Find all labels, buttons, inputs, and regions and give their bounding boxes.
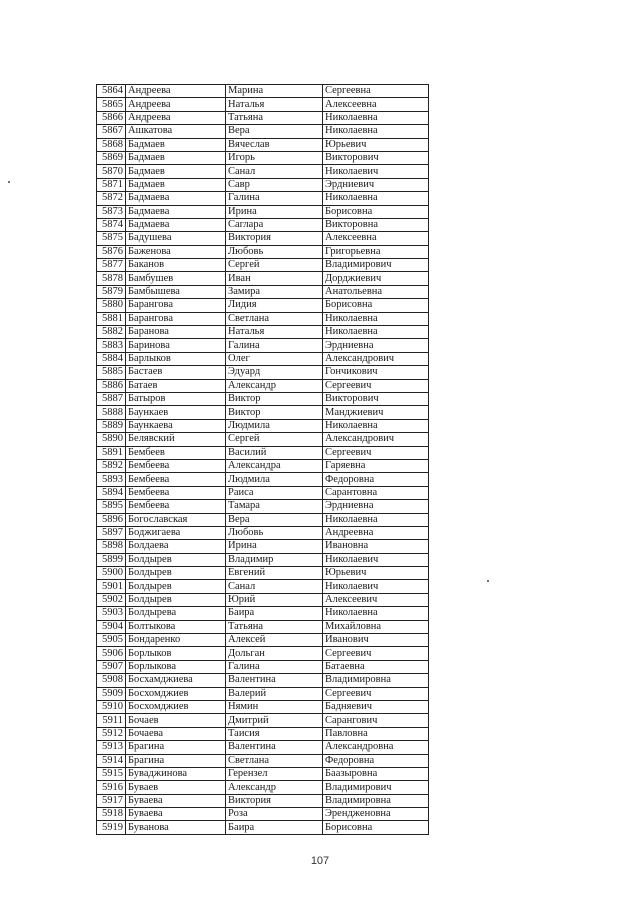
record-number: 5911 [97, 714, 126, 727]
table-row [97, 754, 429, 767]
table-row [97, 285, 429, 298]
first-name-cell: Виктория [226, 794, 323, 807]
surname-cell: Босхомджиев [126, 687, 226, 700]
patronymic-cell: Николаевна [323, 607, 429, 620]
record-number: 5901 [97, 580, 126, 593]
record-number: 5913 [97, 741, 126, 754]
table-row [97, 192, 429, 205]
table-row [97, 232, 429, 245]
patronymic-cell: Гончикович [323, 366, 429, 379]
surname-cell: Боджигаева [126, 526, 226, 539]
surname-cell: Болдырев [126, 580, 226, 593]
patronymic-cell: Сергеевич [323, 647, 429, 660]
record-number: 5871 [97, 178, 126, 191]
surname-cell: Бадмаева [126, 192, 226, 205]
table-row [97, 607, 429, 620]
table-row [97, 794, 429, 807]
patronymic-cell: Григорьевна [323, 245, 429, 258]
surname-cell: Бадушева [126, 232, 226, 245]
first-name-cell: Дольган [226, 647, 323, 660]
record-number: 5916 [97, 781, 126, 794]
surname-cell: Андреева [126, 98, 226, 111]
first-name-cell: Любовь [226, 245, 323, 258]
surname-cell: Брагина [126, 754, 226, 767]
table-row [97, 674, 429, 687]
surname-cell: Батаев [126, 379, 226, 392]
first-name-cell: Наталья [226, 98, 323, 111]
first-name-cell: Людмила [226, 419, 323, 432]
record-number: 5908 [97, 674, 126, 687]
scan-speck [487, 580, 489, 582]
first-name-cell: Тамара [226, 500, 323, 513]
table-row [97, 138, 429, 151]
first-name-cell: Дмитрий [226, 714, 323, 727]
surname-cell: Белявский [126, 433, 226, 446]
surname-cell: Бадмаев [126, 151, 226, 164]
record-number: 5919 [97, 821, 126, 834]
patronymic-cell: Николаевич [323, 553, 429, 566]
first-name-cell: Алексей [226, 634, 323, 647]
patronymic-cell: Федоровна [323, 473, 429, 486]
record-number: 5877 [97, 259, 126, 272]
table-row [97, 111, 429, 124]
first-name-cell: Марина [226, 85, 323, 98]
patronymic-cell: Баазыровна [323, 767, 429, 780]
table-row [97, 500, 429, 513]
patronymic-cell: Андреевна [323, 526, 429, 539]
record-number: 5909 [97, 687, 126, 700]
record-number: 5890 [97, 433, 126, 446]
first-name-cell: Ирина [226, 540, 323, 553]
surname-cell: Буваев [126, 781, 226, 794]
first-name-cell: Валентина [226, 741, 323, 754]
first-name-cell: Галина [226, 339, 323, 352]
record-number: 5865 [97, 98, 126, 111]
surname-cell: Бадмаев [126, 138, 226, 151]
record-number: 5872 [97, 192, 126, 205]
record-number: 5874 [97, 218, 126, 231]
patronymic-cell: Сарангович [323, 714, 429, 727]
record-number: 5879 [97, 285, 126, 298]
table-row [97, 259, 429, 272]
record-number: 5904 [97, 620, 126, 633]
table-row [97, 580, 429, 593]
table-row [97, 299, 429, 312]
first-name-cell: Татьяна [226, 111, 323, 124]
table-row [97, 178, 429, 191]
record-number: 5876 [97, 245, 126, 258]
patronymic-cell: Федоровна [323, 754, 429, 767]
surname-cell: Брагина [126, 741, 226, 754]
patronymic-cell: Гаряевна [323, 459, 429, 472]
record-number: 5892 [97, 459, 126, 472]
table-row [97, 620, 429, 633]
first-name-cell: Юрий [226, 593, 323, 606]
patronymic-cell: Дорджиевич [323, 272, 429, 285]
patronymic-cell: Эрдниевна [323, 500, 429, 513]
surname-cell: Бадмаева [126, 218, 226, 231]
patronymic-cell: Николаевна [323, 326, 429, 339]
patronymic-cell: Владимирович [323, 781, 429, 794]
surname-cell: Баженова [126, 245, 226, 258]
table-row [97, 741, 429, 754]
surname-cell: Босхомджиев [126, 700, 226, 713]
table-row [97, 326, 429, 339]
first-name-cell: Герензел [226, 767, 323, 780]
surname-cell: Андреева [126, 111, 226, 124]
surname-cell: Андреева [126, 85, 226, 98]
record-number: 5885 [97, 366, 126, 379]
table-row [97, 513, 429, 526]
patronymic-cell: Юрьевич [323, 138, 429, 151]
surname-cell: Барлыков [126, 352, 226, 365]
patronymic-cell: Сергеевна [323, 85, 429, 98]
first-name-cell: Эдуард [226, 366, 323, 379]
first-name-cell: Сергей [226, 433, 323, 446]
table-row [97, 165, 429, 178]
patronymic-cell: Манджиевич [323, 406, 429, 419]
surname-cell: Болдырев [126, 553, 226, 566]
first-name-cell: Олег [226, 352, 323, 365]
surname-cell: Баринова [126, 339, 226, 352]
first-name-cell: Санал [226, 580, 323, 593]
record-number: 5881 [97, 312, 126, 325]
table-row [97, 433, 429, 446]
record-number: 5866 [97, 111, 126, 124]
table-row [97, 767, 429, 780]
table-row [97, 553, 429, 566]
record-number: 5880 [97, 299, 126, 312]
first-name-cell: Любовь [226, 526, 323, 539]
surname-cell: Бочаев [126, 714, 226, 727]
first-name-cell: Александра [226, 459, 323, 472]
patronymic-cell: Николаевна [323, 111, 429, 124]
first-name-cell: Баира [226, 821, 323, 834]
table-row [97, 781, 429, 794]
name-table-body [97, 85, 429, 835]
record-number: 5912 [97, 727, 126, 740]
table-row [97, 406, 429, 419]
table-row [97, 366, 429, 379]
patronymic-cell: Николаевна [323, 125, 429, 138]
table-row [97, 660, 429, 673]
first-name-cell: Виктор [226, 406, 323, 419]
surname-cell: Болдырев [126, 567, 226, 580]
patronymic-cell: Сергеевич [323, 446, 429, 459]
surname-cell: Буваева [126, 808, 226, 821]
first-name-cell: Людмила [226, 473, 323, 486]
surname-cell: Баункаева [126, 419, 226, 432]
patronymic-cell: Анатольевна [323, 285, 429, 298]
table-row [97, 379, 429, 392]
table-row [97, 700, 429, 713]
surname-cell: Буваева [126, 794, 226, 807]
table-row [97, 634, 429, 647]
record-number: 5878 [97, 272, 126, 285]
table-row [97, 808, 429, 821]
table-row [97, 727, 429, 740]
first-name-cell: Виктория [226, 232, 323, 245]
surname-cell: Барангова [126, 312, 226, 325]
surname-cell: Бондаренко [126, 634, 226, 647]
first-name-cell: Лидия [226, 299, 323, 312]
table-row [97, 593, 429, 606]
table-row [97, 85, 429, 98]
patronymic-cell: Николаевич [323, 165, 429, 178]
first-name-cell: Нямин [226, 700, 323, 713]
surname-cell: Ашкатова [126, 125, 226, 138]
patronymic-cell: Николаевна [323, 192, 429, 205]
first-name-cell: Валерий [226, 687, 323, 700]
patronymic-cell: Викторовна [323, 218, 429, 231]
table-row [97, 352, 429, 365]
table-row [97, 687, 429, 700]
first-name-cell: Таисия [226, 727, 323, 740]
surname-cell: Болдырева [126, 607, 226, 620]
first-name-cell: Раиса [226, 486, 323, 499]
surname-cell: Борлыков [126, 647, 226, 660]
patronymic-cell: Борисовна [323, 821, 429, 834]
table-row [97, 245, 429, 258]
record-number: 5883 [97, 339, 126, 352]
record-number: 5891 [97, 446, 126, 459]
patronymic-cell: Иванович [323, 634, 429, 647]
surname-cell: Баранова [126, 326, 226, 339]
record-number: 5870 [97, 165, 126, 178]
surname-cell: Бадмаев [126, 165, 226, 178]
table-row [97, 339, 429, 352]
surname-cell: Богославская [126, 513, 226, 526]
patronymic-cell: Борисовна [323, 205, 429, 218]
surname-cell: Бембеева [126, 459, 226, 472]
record-number: 5867 [97, 125, 126, 138]
patronymic-cell: Михайловна [323, 620, 429, 633]
record-number: 5907 [97, 660, 126, 673]
table-row [97, 459, 429, 472]
first-name-cell: Александр [226, 781, 323, 794]
first-name-cell: Светлана [226, 754, 323, 767]
surname-cell: Баункаев [126, 406, 226, 419]
first-name-cell: Саглара [226, 218, 323, 231]
record-number: 5894 [97, 486, 126, 499]
first-name-cell: Светлана [226, 312, 323, 325]
surname-cell: Бамбышева [126, 285, 226, 298]
first-name-cell: Замира [226, 285, 323, 298]
table-row [97, 486, 429, 499]
patronymic-cell: Эрдниевна [323, 339, 429, 352]
record-number: 5898 [97, 540, 126, 553]
surname-cell: Барангова [126, 299, 226, 312]
table-row [97, 125, 429, 138]
table-row [97, 714, 429, 727]
surname-cell: Баканов [126, 259, 226, 272]
record-number: 5888 [97, 406, 126, 419]
surname-cell: Борлыкова [126, 660, 226, 673]
patronymic-cell: Ивановна [323, 540, 429, 553]
page-number: 107 [310, 855, 330, 867]
patronymic-cell: Алексеевна [323, 232, 429, 245]
table-row [97, 205, 429, 218]
table-row [97, 419, 429, 432]
patronymic-cell: Бадняевич [323, 700, 429, 713]
first-name-cell: Александр [226, 379, 323, 392]
first-name-cell: Сергей [226, 259, 323, 272]
first-name-cell: Виктор [226, 392, 323, 405]
first-name-cell: Ирина [226, 205, 323, 218]
first-name-cell: Татьяна [226, 620, 323, 633]
table-row [97, 151, 429, 164]
patronymic-cell: Владимирович [323, 259, 429, 272]
patronymic-cell: Батаевна [323, 660, 429, 673]
table-row [97, 98, 429, 111]
patronymic-cell: Николаевна [323, 513, 429, 526]
surname-cell: Бембеева [126, 473, 226, 486]
patronymic-cell: Николаевна [323, 419, 429, 432]
record-number: 5906 [97, 647, 126, 660]
surname-cell: Болтыкова [126, 620, 226, 633]
surname-cell: Буваджинова [126, 767, 226, 780]
first-name-cell: Владимир [226, 553, 323, 566]
record-number: 5884 [97, 352, 126, 365]
patronymic-cell: Эрендженовна [323, 808, 429, 821]
surname-cell: Буванова [126, 821, 226, 834]
first-name-cell: Санал [226, 165, 323, 178]
surname-cell: Бадмаева [126, 205, 226, 218]
record-number: 5882 [97, 326, 126, 339]
record-number: 5897 [97, 526, 126, 539]
table-row [97, 821, 429, 834]
surname-cell: Батыров [126, 392, 226, 405]
table-row [97, 647, 429, 660]
first-name-cell: Василий [226, 446, 323, 459]
record-number: 5875 [97, 232, 126, 245]
record-number: 5899 [97, 553, 126, 566]
patronymic-cell: Владимировна [323, 794, 429, 807]
first-name-cell: Валентина [226, 674, 323, 687]
patronymic-cell: Александрович [323, 433, 429, 446]
patronymic-cell: Владимировна [323, 674, 429, 687]
surname-cell: Бембеева [126, 500, 226, 513]
first-name-cell: Евгений [226, 567, 323, 580]
first-name-cell: Игорь [226, 151, 323, 164]
first-name-cell: Роза [226, 808, 323, 821]
first-name-cell: Баира [226, 607, 323, 620]
table-row [97, 392, 429, 405]
patronymic-cell: Эрдниевич [323, 178, 429, 191]
record-number: 5868 [97, 138, 126, 151]
first-name-cell: Галина [226, 660, 323, 673]
first-name-cell: Галина [226, 192, 323, 205]
patronymic-cell: Алексеевна [323, 98, 429, 111]
record-number: 5895 [97, 500, 126, 513]
first-name-cell: Вячеслав [226, 138, 323, 151]
surname-cell: Бочаева [126, 727, 226, 740]
record-number: 5887 [97, 392, 126, 405]
scan-speck [8, 181, 10, 183]
record-number: 5873 [97, 205, 126, 218]
patronymic-cell: Юрьевич [323, 567, 429, 580]
table-row [97, 540, 429, 553]
record-number: 5918 [97, 808, 126, 821]
table-row [97, 526, 429, 539]
record-number: 5903 [97, 607, 126, 620]
record-number: 5915 [97, 767, 126, 780]
record-number: 5896 [97, 513, 126, 526]
table-row [97, 272, 429, 285]
record-number: 5893 [97, 473, 126, 486]
record-number: 5905 [97, 634, 126, 647]
record-number: 5869 [97, 151, 126, 164]
record-number: 5864 [97, 85, 126, 98]
first-name-cell: Савр [226, 178, 323, 191]
first-name-cell: Вера [226, 125, 323, 138]
patronymic-cell: Алексеевич [323, 593, 429, 606]
patronymic-cell: Сергеевич [323, 379, 429, 392]
table-row [97, 473, 429, 486]
patronymic-cell: Павловна [323, 727, 429, 740]
record-number: 5900 [97, 567, 126, 580]
surname-cell: Бембеева [126, 486, 226, 499]
patronymic-cell: Александровна [323, 741, 429, 754]
table-row [97, 567, 429, 580]
first-name-cell: Вера [226, 513, 323, 526]
patronymic-cell: Викторович [323, 392, 429, 405]
record-number: 5902 [97, 593, 126, 606]
surname-cell: Бамбушев [126, 272, 226, 285]
patronymic-cell: Борисовна [323, 299, 429, 312]
record-number: 5889 [97, 419, 126, 432]
record-number: 5917 [97, 794, 126, 807]
patronymic-cell: Николаевич [323, 580, 429, 593]
patronymic-cell: Александрович [323, 352, 429, 365]
table-row [97, 218, 429, 231]
table-row [97, 312, 429, 325]
record-number: 5910 [97, 700, 126, 713]
surname-cell: Болдаева [126, 540, 226, 553]
patronymic-cell: Сергеевич [323, 687, 429, 700]
record-number: 5886 [97, 379, 126, 392]
patronymic-cell: Викторович [323, 151, 429, 164]
first-name-cell: Иван [226, 272, 323, 285]
surname-cell: Бембеев [126, 446, 226, 459]
name-table [96, 84, 429, 835]
patronymic-cell: Николаевна [323, 312, 429, 325]
surname-cell: Болдырев [126, 593, 226, 606]
surname-cell: Босхамджиева [126, 674, 226, 687]
surname-cell: Бадмаев [126, 178, 226, 191]
surname-cell: Бастаев [126, 366, 226, 379]
table-row [97, 446, 429, 459]
patronymic-cell: Сарантовна [323, 486, 429, 499]
record-number: 5914 [97, 754, 126, 767]
first-name-cell: Наталья [226, 326, 323, 339]
